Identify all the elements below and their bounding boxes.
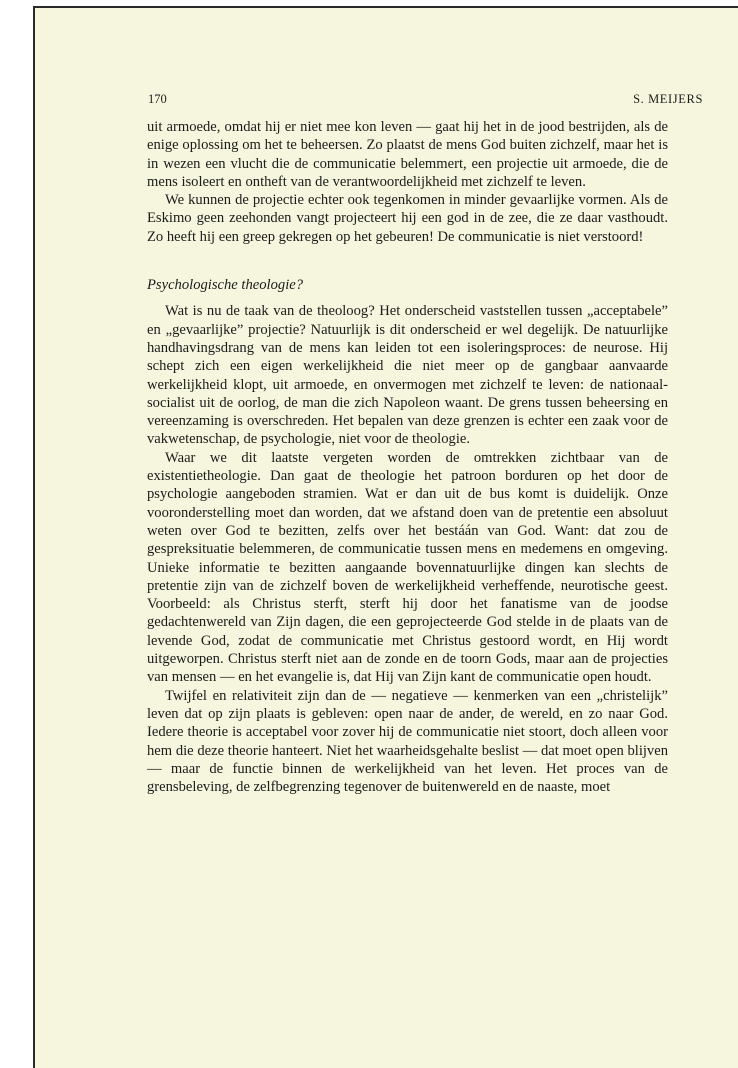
page-number: 170 <box>148 92 167 106</box>
paragraph: Waar we dit laatste vergeten worden de omtrekken zichtbaar van de existentietheologie. Dan gaat de theologie het patroon borduren op het door de psychologie aangeboden stramien. Wat er dan uit de bus komt is duidelijk. Onze vooronderstelling moet dan worden, dat we afstand doen van de pretentie een absoluut weten over God te bezitten, zelfs over het bestáán van God. Want: dat zou de gespreksituatie belemmeren, de communicatie tussen mens en medemens en omgeving. Unieke informatie te bezitten aangaande bovennatuurlijke dingen kan slechts de pretentie zijn van de zichzelf boven de werkelijkheid verheffende, neurotische geest. Voorbeeld: als Christus sterft, sterft hij door het fanatisme van de joodse gedachtenwereld van Zijn dagen, die een geprojecteerde God stelde in de plaats van de levende God, zodat de communicatie met Christus gestoord wordt, en Hij wordt uitgeworpen. Christus sterft niet aan de zonde en de toorn Gods, maar aan de projecties van mensen — en het evangelie is, dat Hij van Zijn kant de communicatie open houdt. <box>147 449 668 686</box>
paragraph: Twijfel en relativiteit zijn dan de — negatieve — kenmerken van een „christelijk” leven dat op zijn plaats is gebleven: open naar de ander, de wereld, en zo naar God. Iedere theorie is acceptabel voor zover hij de communicatie niet stoort, doch alleen voor hem die deze theorie hanteert. Niet het waarheidsgehalte beslist — dat moet open blijven — maar de functie binnen de werkelijkheid van het leven. Het proces van de grensbeleving, de zelfbegrenzing tegenover de buitenwereld en de naaste, moet <box>147 687 668 796</box>
paragraph: uit armoede, omdat hij er niet mee kon leven — gaat hij het in de jood bestrijden, als de enige oplossing om het te beheersen. Zo plaatst de mens God buiten zichzelf, maar het is in wezen een vlucht die de communicatie belemmert, een projectie uit armoede, die de mens isoleert en ontheft van de verantwoordelijkheid met zichzelf te leven. <box>147 119 668 190</box>
running-author: S. MEIJERS <box>633 92 703 106</box>
section-heading: Psychologische theologie? <box>147 277 304 294</box>
paragraph: Wat is nu de taak van de theoloog? Het onderscheid vaststellen tussen „acceptabele” en „gevaarlijke” projectie? Natuurlijk is dit onderscheid er wel degelijk. De natuurlijke handhavingsdrang van de mens kan leiden tot een isoleringsproces: de neurose. Hij schept zich een eigen werkelijkheid die niet meer op de gangbaar aanvaarde werkelijkheid klopt, uit armoede, en onvermogen met zichzelf te leven: de nationaal-socialist uit de oorlog, de man die zich Napoleon waant. De grens tussen beheersing en vereenzaming is overschreden. Het bepalen van deze grenzen is echter een zaak voor de vakwetenschap, de psychologie, niet voor de theologie. <box>147 303 668 448</box>
paragraph: We kunnen de projectie echter ook tegenkomen in minder gevaarlijke vormen. Als de Eskimo geen zeehonden vangt projecteert hij een god in de zee, die ze daar vasthoudt. Zo heeft hij een greep gekregen op het gebeuren! De communicatie is niet verstoord! <box>147 192 668 245</box>
body-text <box>147 118 668 796</box>
